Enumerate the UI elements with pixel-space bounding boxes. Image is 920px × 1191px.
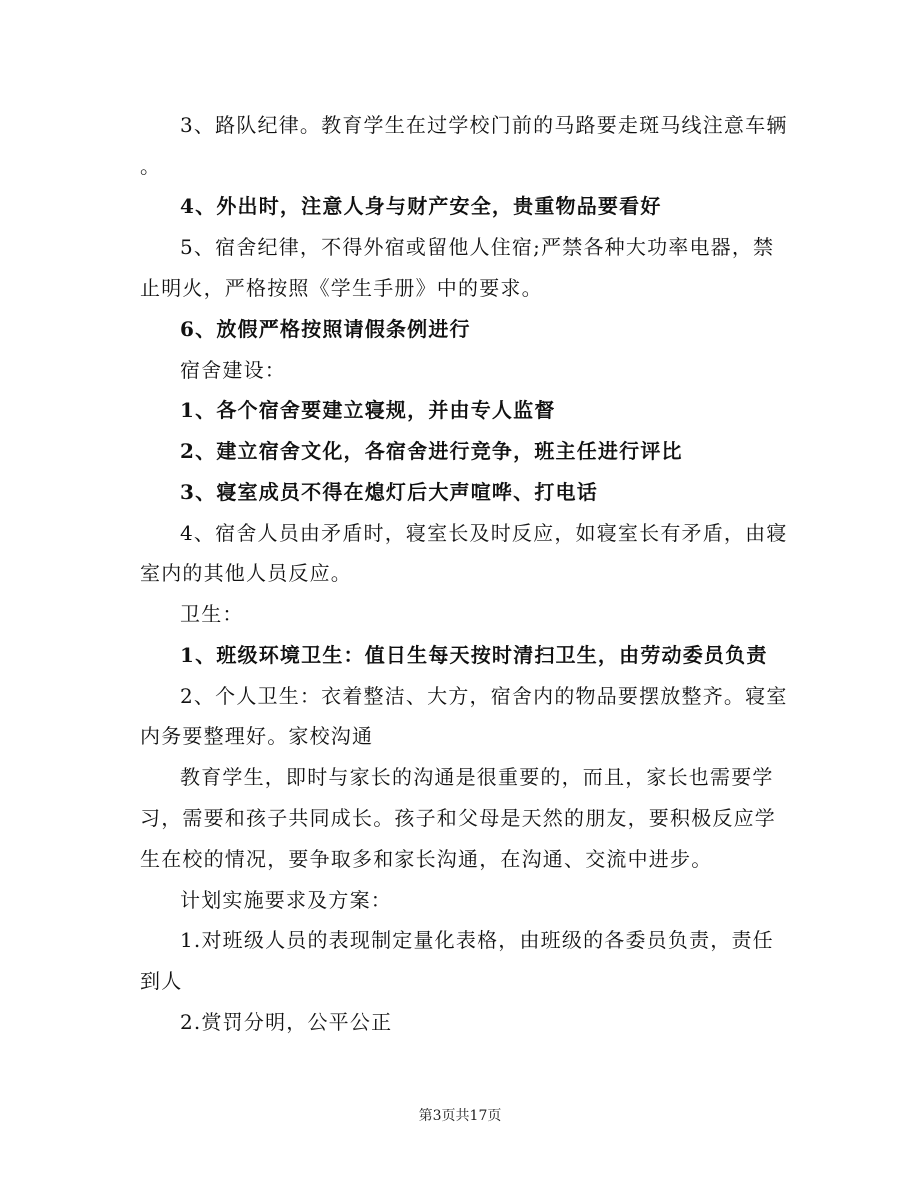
communication-line3: 生在校的情况，要争取多和家长沟通，在沟通、交流中进步。 [140,847,713,871]
page-number-footer: 第3页共17页 [418,1108,502,1124]
dorm-item-3: 3、寝室成员不得在熄灯后大声喧哗、打电话 [180,480,598,504]
plan-item-1-line1: 1.对班级人员的表现制定量化表格，由班级的各委员负责，责任 [180,928,774,952]
plan-item-1-line2: 到人 [140,969,183,993]
paragraph-holiday-leave: 6、放假严格按照请假条例进行 [180,317,471,341]
communication-line1: 教育学生，即时与家长的沟通是很重要的，而且，家长也需要学 [180,765,774,789]
heading-hygiene: 卫生： [180,602,244,626]
paragraph-outing-safety: 4、外出时，注意人身与财产安全，贵重物品要看好 [180,194,662,218]
hygiene-item-1: 1、班级环境卫生：值日生每天按时清扫卫生，由劳动委员负责 [180,643,768,667]
paragraph-road-discipline-line2: 。 [140,154,162,178]
heading-plan-implementation: 计划实施要求及方案： [180,888,392,912]
dorm-item-2: 2、建立宿舍文化，各宿舍进行竞争，班主任进行评比 [180,439,683,463]
hygiene-item-2-line2: 内务要整理好。家校沟通 [140,724,374,748]
hygiene-item-2-line1: 2、个人卫生：衣着整洁、大方，宿舍内的物品要摆放整齐。寝室 [180,684,788,708]
plan-item-2: 2.赏罚分明，公平公正 [180,1010,393,1034]
dorm-item-1: 1、各个宿舍要建立寝规，并由专人监督 [180,398,556,422]
dorm-item-4-line2: 室内的其他人员反应。 [140,561,352,585]
paragraph-road-discipline-line1: 3、路队纪律。教育学生在过学校门前的马路要走斑马线注意车辆 [180,113,788,137]
dorm-item-4-line1: 4、宿舍人员由矛盾时，寝室长及时反应，如寝室长有矛盾，由寝 [180,521,788,545]
paragraph-dorm-discipline-line2: 止明火，严格按照《学生手册》中的要求。 [140,276,543,300]
paragraph-dorm-discipline-line1: 5、宿舍纪律，不得外宿或留他人住宿;严禁各种大功率电器，禁 [180,235,775,259]
communication-line2: 习，需要和孩子共同成长。孩子和父母是天然的朋友，要积极反应学 [140,806,776,830]
heading-dorm-building: 宿舍建设： [180,358,286,382]
